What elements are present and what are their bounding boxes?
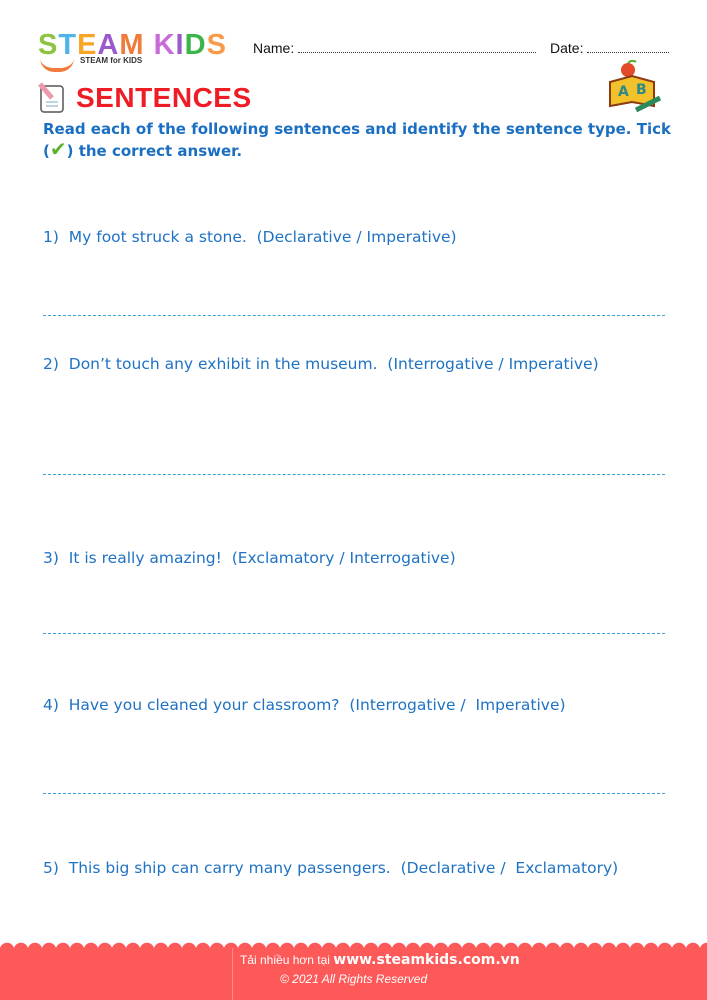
logo-letter: T [58, 29, 78, 61]
answer-line-3 [43, 633, 665, 634]
footer-prefix: Tải nhiều hơn tại [240, 953, 334, 967]
svg-text:A: A [618, 84, 629, 100]
logo-letter: D [184, 29, 207, 61]
footer-divider [232, 948, 233, 1000]
svg-text:B: B [636, 82, 647, 98]
logo-letter [145, 30, 154, 60]
instructions [43, 118, 673, 162]
footer-download [240, 952, 520, 968]
answer-line-4 [43, 793, 665, 794]
logo-letter: K [153, 29, 176, 61]
question-4: 4) Have you cleaned your classroom? (Interrogative / Imperative) [43, 696, 566, 714]
logo-letter: S [38, 29, 59, 61]
name-label: Name: [253, 40, 295, 56]
logo-letter: E [77, 29, 98, 61]
logo-swoosh [40, 58, 74, 72]
footer-copyright: © 2021 All Rights Reserved [280, 972, 428, 986]
answer-line-1 [43, 315, 665, 316]
instructions-text: Read each of the following sentences and identify the sentence type. Tick ( [43, 120, 671, 160]
logo-letter: S [206, 29, 227, 61]
name-line[interactable] [298, 40, 536, 53]
question-5: 5) This big ship can carry many passengers. (Declarative / Exclamatory) [43, 859, 619, 877]
abc-book-icon [606, 60, 662, 114]
logo-letter: M [119, 29, 145, 61]
paper-pencil-icon [38, 82, 66, 114]
question-2: 2) Don’t touch any exhibit in the museum. (Interrogative / Imperative) [43, 355, 599, 373]
logo-letter: A [97, 29, 120, 61]
checkmark-icon: ✔ [49, 137, 67, 161]
date-field[interactable] [550, 40, 669, 56]
name-field[interactable] [253, 40, 536, 56]
answer-line-2 [43, 474, 665, 475]
page-title: SENTENCES [76, 82, 252, 113]
date-label: Date: [550, 40, 584, 56]
date-line[interactable] [587, 40, 669, 53]
question-1: 1) My foot struck a stone. (Declarative / Imperative) [43, 228, 457, 246]
footer-link[interactable]: www.steamkids.com.vn [333, 952, 520, 968]
logo-letter: I [175, 29, 185, 61]
logo-subtitle: STEAM for KIDS [80, 56, 143, 65]
instructions-text-end: ) the correct answer. [66, 142, 243, 160]
question-3: 3) It is really amazing! (Exclamatory / Interrogative) [43, 549, 456, 567]
